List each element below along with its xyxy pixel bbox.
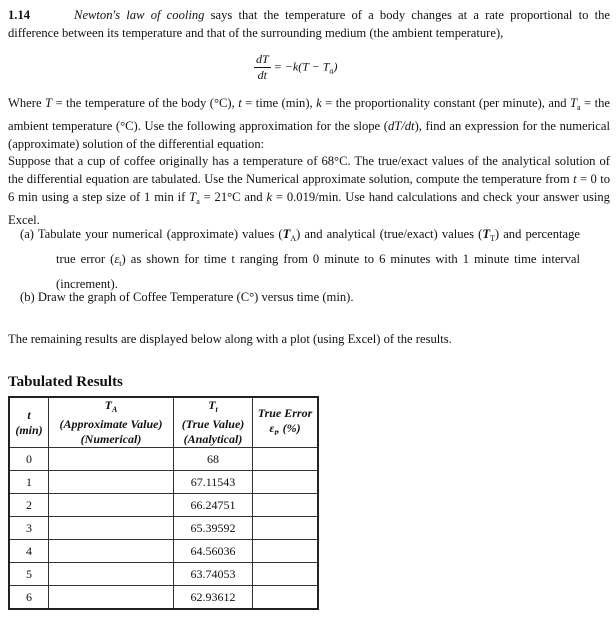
text: a [196,197,200,206]
cell-t: 0 [9,448,49,471]
header-tt [174,397,253,448]
text: = 0 to 6 min using a step size of 1 min if [8,172,610,204]
where-paragraph [8,94,610,153]
cell-ta [49,540,174,563]
text: (Approximate Value) [59,417,163,431]
law-name: Newton's law of cooling [74,8,205,22]
cell-t: 5 [9,563,49,586]
cell-error [253,563,319,586]
cell-error [253,494,319,517]
intro-text: says that the temperature of a body changes at a rate proportional to the difference between its temperature and that of the surrounding medium (the ambient temperature), [8,8,610,40]
cell-tt: 65.39592 [174,517,253,540]
cell-ta [49,517,174,540]
remaining-text: The remaining results are displayed below along with a plot (using Excel) of the results. [8,332,452,346]
header-t [9,397,49,448]
eq-denominator: dt [257,68,268,82]
table-heading: Tabulated Results [8,374,123,390]
text: ), find an expression for the numerical (approximate) solution of the differential equation: [8,119,610,151]
text: T [490,234,495,243]
cell-ta [49,494,174,517]
table-row [9,586,318,610]
eq-sub: a [329,66,334,76]
cell-ta [49,586,174,610]
text: dT/dt [387,119,415,133]
text: t [274,427,277,437]
text: k [266,190,273,204]
text: (Numerical) [80,432,142,446]
part-b: (b) Draw the graph of Coffee Temperature (C°) versus time (min). [20,290,354,304]
cell-t: 4 [9,540,49,563]
cell-error [253,540,319,563]
text: T [570,96,578,110]
text: ε [269,420,275,435]
text: ) as shown for time t ranging from 0 minute to 6 minutes with 1 minute time interval (increment). [56,252,580,291]
text: A [290,234,297,243]
eq-close: ) [333,59,338,74]
header-error [253,397,319,448]
text: t [215,405,218,414]
table-row [9,563,318,586]
text: A [112,405,118,414]
cell-tt: 62.93612 [174,586,253,610]
text: = the proportionality constant (per minute), and [321,96,571,110]
table-row [9,494,318,517]
cell-t: 2 [9,494,49,517]
cell-tt: 63.74053 [174,563,253,586]
text: = time (min), [241,96,317,110]
differential-equation [254,52,337,83]
cell-tt: 66.24751 [174,494,253,517]
results-table [8,396,319,610]
table-row [9,471,318,494]
text: k [316,96,322,110]
text: Where [8,96,45,110]
problem-number: 1.14 [8,8,31,22]
text: = the temperature of the body (°C), [52,96,239,110]
eq-rhs: = −k(T − T [273,59,330,74]
suppose-paragraph [8,152,610,229]
cell-tt: 64.56036 [174,540,253,563]
cell-t: 1 [9,471,49,494]
text: Suppose that a cup of coffee originally has a temperature of 68°C. The true/exact values of the analytical solution of the differential equation are tabulated. Use the Numerical approximate solution, compute the temperature from [8,154,610,186]
cell-error [253,448,319,471]
table-header-row [9,397,318,448]
text: (min) [15,422,43,437]
text: T [208,398,216,412]
text: t [27,407,31,422]
text: T [45,96,53,110]
text: T [104,398,112,412]
cell-t: 6 [9,586,49,610]
text: , (%) [276,420,301,435]
text: t [119,259,122,268]
text: (Analytical) [183,432,243,446]
table-row [9,540,318,563]
text: (a) Tabulate your numerical (approximate) values ( [20,227,283,241]
text: t [238,96,242,110]
table-row [9,517,318,540]
text: T [282,227,291,241]
header-ta [49,397,174,448]
text: (True Value) [181,417,245,431]
text: = 21°C and [199,190,267,204]
text: t [573,172,577,186]
part-a [20,224,580,294]
cell-error [253,586,319,610]
cell-ta [49,471,174,494]
cell-t: 3 [9,517,49,540]
cell-tt: 68 [174,448,253,471]
text: a [577,103,581,112]
text: ε [114,252,120,266]
cell-error [253,471,319,494]
text: T [189,190,197,204]
text: True Error [257,405,313,420]
cell-ta [49,448,174,471]
text: = 0.019/min. Use hand calculations and check your answer using Excel. [8,190,610,227]
text: = the ambient temperature (°C). Use the following approximation for the slope ( [8,96,610,133]
eq-numerator: dT [256,52,269,66]
cell-error [253,517,319,540]
text: ) and percentage true error ( [56,227,581,266]
cell-ta [49,563,174,586]
cell-tt: 67.11543 [174,471,253,494]
text: ) and analytical (true/exact) values ( [296,227,483,241]
table-row [9,448,318,471]
text: T [482,227,491,241]
intro-paragraph [8,6,610,42]
